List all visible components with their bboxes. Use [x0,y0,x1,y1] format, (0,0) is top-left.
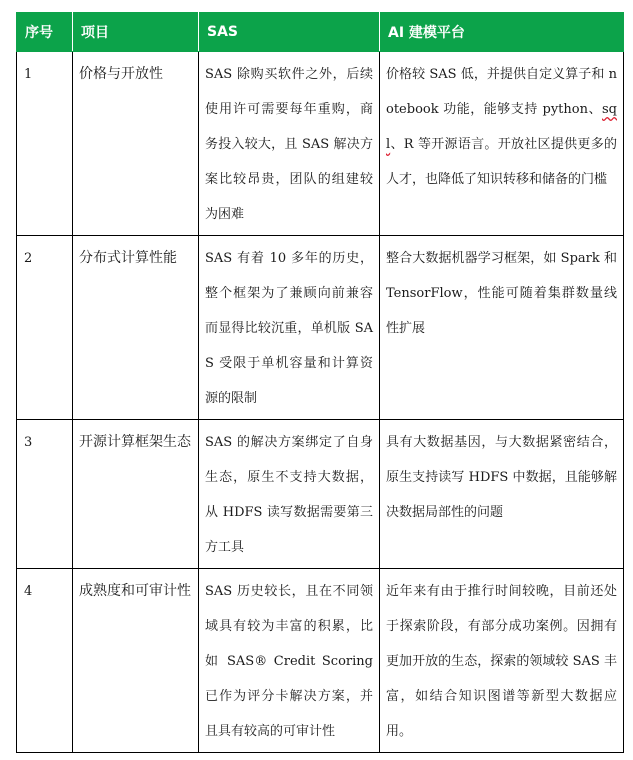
ai-text-part: 价格较 SAS 低，并提供自定义算子和 notebook 功能，能够支持 python、 [386,67,617,117]
ai-text-part: 、R 等开源语言。开放社区提供更多的人才，也降低了知识转移和储备的门槛 [386,137,617,187]
header-cell-ai-platform: AI 建模平台 [380,13,624,52]
table-row [17,236,624,420]
row-ai-cell: 具有大数据基因，与大数据紧密结合，原生支持读写 HDFS 中数据，且能够解决数据局部性的问题 [380,420,624,569]
row-sas-cell: SAS 有着 10 多年的历史，整个框架为了兼顾向前兼容而显得比较沉重，单机版 SAS 受限于单机容量和计算资源的限制 [199,236,380,420]
row-ai-cell: 整合大数据机器学习框架，如 Spark 和 TensorFlow，性能可随着集群数量线性扩展 [380,236,624,420]
row-number: 2 [17,236,73,420]
row-sas-cell: SAS 的解决方案绑定了自身生态，原生不支持大数据，从 HDFS 读写数据需要第三方工具 [199,420,380,569]
row-item: 成熟度和可审计性 [73,569,199,753]
header-cell-index: 序号 [17,13,73,52]
row-item: 价格与开放性 [73,52,199,236]
table-row [17,420,624,569]
row-number: 3 [17,420,73,569]
table-row [17,569,624,753]
spellcheck-marked-word: sql [386,102,617,152]
table-row [17,52,624,236]
row-item: 分布式计算性能 [73,236,199,420]
row-sas-cell: SAS 除购买软件之外，后续使用许可需要每年重购，商务投入较大，且 SAS 解决方案比较昂贵，团队的组建较为困难 [199,52,380,236]
row-item: 开源计算框架生态 [73,420,199,569]
row-ai-cell [380,52,624,236]
header-cell-item: 项目 [73,13,199,52]
row-ai-cell: 近年来有由于推行时间较晚，目前还处于探索阶段，有部分成功案例。因拥有更加开放的生态，探索的领域较 SAS 丰富，如结合知识图谱等新型大数据应用。 [380,569,624,753]
header-cell-sas: SAS [199,13,380,52]
row-number: 4 [17,569,73,753]
comparison-table [16,12,624,753]
document-body [16,12,624,753]
row-sas-cell: SAS 历史较长，且在不同领域具有较为丰富的积累，比如 SAS® Credit Scoring 已作为评分卡解决方案，并且具有较高的可审计性 [199,569,380,753]
table-header-row [17,13,624,52]
row-number: 1 [17,52,73,236]
